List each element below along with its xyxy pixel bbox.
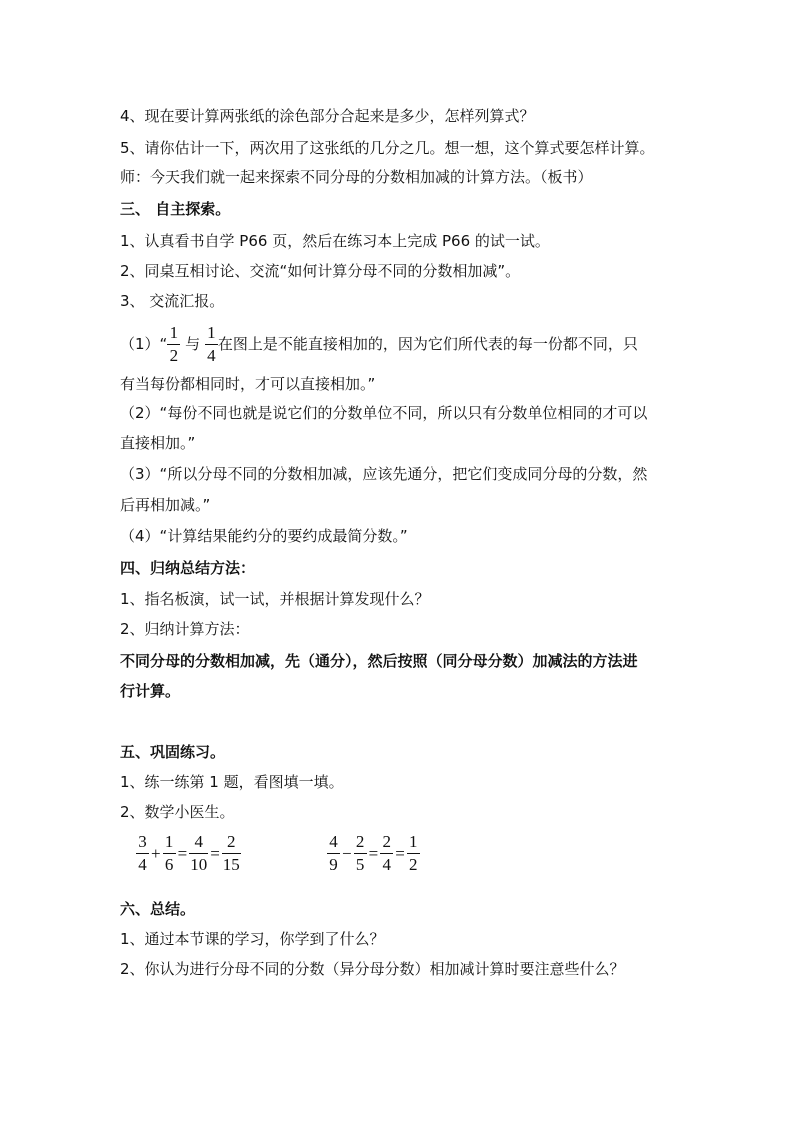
- fraction-numerator: 3: [138, 832, 147, 851]
- fraction-denominator: 4: [138, 855, 147, 874]
- fraction: [163, 832, 176, 875]
- fraction-denominator: 5: [355, 855, 365, 874]
- section-5-heading: 五、巩固练习。: [120, 743, 226, 761]
- section-4-item-2: 2、归纳计算方法：: [120, 620, 250, 638]
- fraction: [354, 832, 367, 875]
- fraction: [380, 832, 393, 875]
- section-6-item-1: 1、通过本节课的学习，你学到了什么？: [120, 930, 385, 948]
- fraction: [407, 832, 420, 875]
- fraction-numerator: 1: [169, 323, 179, 342]
- section-3-item-3: 3、 交流汇报。: [120, 292, 225, 310]
- section-4-item-1: 1、指名板演，试一试，并根据计算发现什么？: [120, 590, 430, 608]
- report-point-1-line-2: 有当每份都相同时，才可以直接相加。”: [120, 375, 376, 393]
- fraction-one-quarter: [205, 323, 218, 366]
- fraction: [222, 832, 241, 875]
- fraction-denominator: 2: [409, 855, 418, 874]
- equation-2: [327, 832, 420, 882]
- section-6-item-2: 2、你认为进行分母不同的分数（异分母分数）相加减计算时要注意些什么？: [120, 960, 625, 978]
- fraction-numerator: 1: [164, 832, 174, 851]
- report-point-2-line-2: 直接相加。”: [120, 434, 196, 452]
- section-3-heading: 三、 自主探索。: [120, 200, 231, 218]
- fraction: [189, 832, 208, 875]
- method-rule-line-2: 行计算。: [120, 682, 181, 700]
- fraction-numerator: 2: [227, 832, 236, 851]
- fraction-numerator: 1: [207, 323, 216, 342]
- report-point-1-prefix: （1）“: [120, 335, 168, 353]
- section-3-item-1: 1、认真看书自学 P66 页，然后在练习本上完成 P66 的试一试。: [120, 232, 550, 250]
- teacher-statement: 师：今天我们就一起来探索不同分母的分数相加减的计算方法。（板书）: [120, 168, 593, 186]
- equals-sign: =: [210, 843, 220, 863]
- fraction-denominator: 15: [222, 855, 240, 874]
- report-point-3-line-1: （3）“所以分母不同的分数相加减，应该先通分，把它们变成同分母的分数，然: [120, 465, 648, 483]
- report-point-3-line-2: 后再相加减。”: [120, 496, 211, 514]
- report-point-1-text: 在图上是不能直接相加的，因为它们所代表的每一份都不同，只: [217, 335, 638, 353]
- minus-sign: −: [342, 843, 352, 863]
- fraction-one-half: [167, 323, 180, 366]
- question-5: 5、请你估计一下，两次用了这张纸的几分之几。想一想，这个算式要怎样计算。: [120, 139, 655, 157]
- equals-sign: =: [177, 843, 188, 863]
- section-6-heading: 六、总结。: [120, 900, 196, 918]
- section-5-item-2: 2、数学小医生。: [120, 803, 235, 821]
- fraction-denominator: 4: [382, 855, 391, 874]
- section-4-heading: 四、归纳总结方法：: [120, 559, 256, 577]
- fraction: [327, 832, 340, 875]
- question-4: 4、现在要计算两张纸的涂色部分合起来是多少，怎样列算式？: [120, 107, 535, 125]
- report-point-1-connector: 与: [185, 335, 201, 353]
- fraction-numerator: 1: [409, 832, 418, 851]
- fraction-numerator: 2: [355, 832, 365, 851]
- plus-sign: +: [151, 843, 161, 863]
- fraction-denominator: 10: [190, 855, 208, 874]
- report-point-4: （4）“计算结果能约分的要约成最简分数。”: [120, 527, 408, 545]
- section-5-item-1: 1、练一练第 1 题，看图填一填。: [120, 773, 344, 791]
- fraction-denominator: 6: [164, 855, 174, 874]
- report-point-2-line-1: （2）“每份不同也就是说它们的分数单位不同，所以只有分数单位相同的才可以: [120, 404, 648, 422]
- fraction-denominator: 9: [329, 855, 338, 874]
- fraction-numerator: 4: [194, 832, 203, 851]
- fraction: [136, 832, 149, 875]
- equals-sign: =: [368, 843, 379, 863]
- fraction-denominator: 2: [169, 346, 179, 365]
- method-rule-line-1: 不同分母的分数相加减，先（通分），然后按照（同分母分数）加减法的方法进: [120, 652, 638, 670]
- section-3-item-2: 2、同桌互相讨论、交流“如何计算分母不同的分数相加减”。: [120, 262, 521, 280]
- equation-1: [136, 832, 241, 882]
- fraction-numerator: 2: [382, 832, 391, 851]
- equals-sign: =: [395, 843, 405, 863]
- report-point-1: [120, 322, 680, 366]
- fraction-denominator: 4: [207, 346, 216, 365]
- fraction-numerator: 4: [329, 832, 338, 851]
